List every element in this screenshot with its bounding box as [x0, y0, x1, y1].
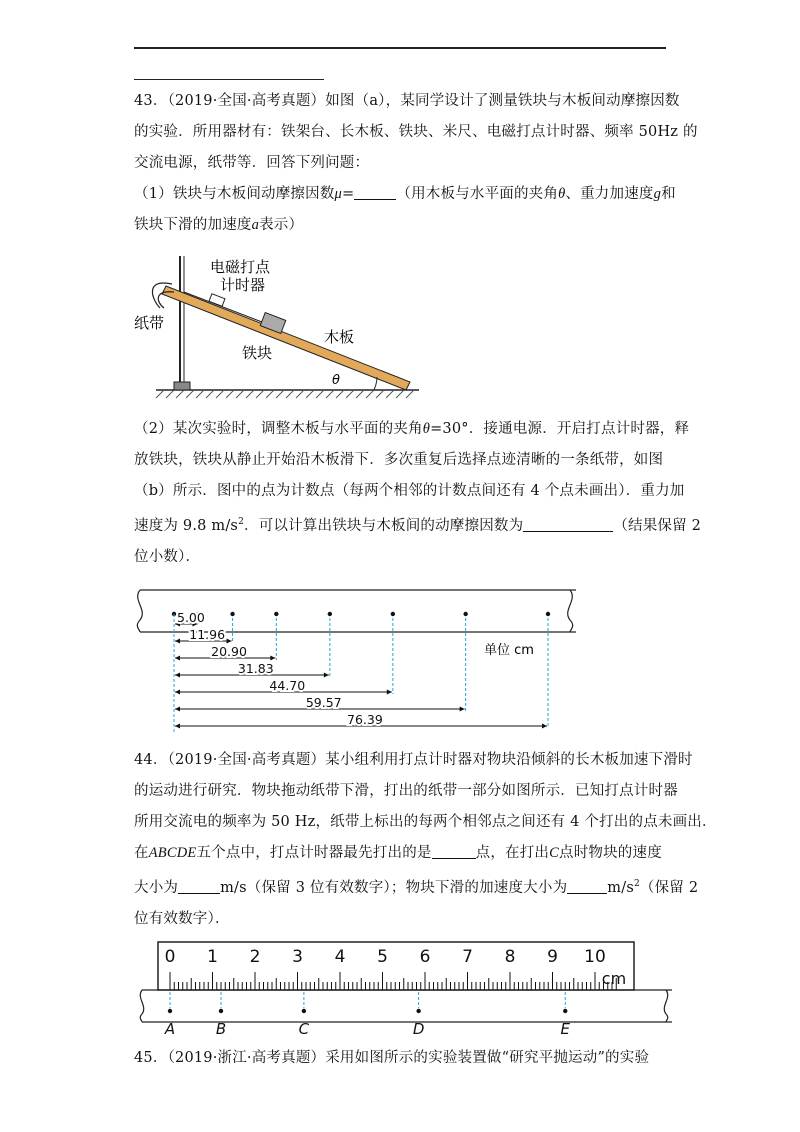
distance-label: 44.70 — [269, 678, 306, 693]
q44-number: 44． — [134, 752, 168, 768]
point-label: E — [560, 1020, 570, 1038]
q43-part2-text: （b）所示．图中的点为计数点（每两个相邻的计数点间还有 4 个点未画出）．重力加 — [134, 483, 685, 499]
q43-part2-text: （2）某次实验时，调整木板与水平面的夹角 — [134, 421, 423, 437]
theta-symbol: θ — [422, 421, 431, 437]
ruler-number: 2 — [249, 947, 261, 967]
distance-label: 76.39 — [347, 712, 383, 727]
tape-dot — [391, 612, 395, 616]
q43-part2-text: ．可以计算出铁块与木板间的动摩擦因数为 — [244, 517, 524, 534]
arrow-head — [387, 690, 392, 695]
ruler-number: 10 — [584, 947, 606, 967]
label-timer: 电磁打点 — [210, 258, 271, 276]
q44-text: 的运动进行研究．物块拖动纸带下滑，打出的纸带一部分如图所示．已知打点计时器 — [134, 783, 678, 799]
point-label: D — [412, 1020, 425, 1038]
q44-source: （2019·全国·高考真题） — [167, 752, 326, 768]
q44-text: 所用交流电的频率为 50 Hz，纸带上标出的每两个相邻点之间还有 4 个打出的点未画出． — [134, 814, 717, 830]
label-board: 木板 — [324, 328, 355, 346]
q45-source: （2019·浙江·高考真题） — [167, 1050, 326, 1066]
mu-symbol: μ — [334, 186, 343, 202]
point-c: C — [549, 845, 559, 861]
point-label: B — [215, 1020, 227, 1038]
q44-text: m/s — [607, 879, 634, 896]
q44-text: m/s（保留 3 位有效数字）；物块下滑的加速度大小为 — [220, 879, 568, 896]
tape-dot — [328, 612, 332, 616]
distance-label: 20.90 — [211, 644, 247, 659]
label-iron-block: 铁块 — [242, 344, 273, 362]
q44-text: 大小为 — [134, 879, 179, 896]
question-43-part2 — [134, 414, 702, 573]
q43-part2-text: 放铁块，铁块从静止开始沿木板滑下．多次重复后选择点迹清晰的一条纸带，如图 — [134, 452, 664, 468]
arrow-head — [175, 673, 180, 678]
ruler-number: 3 — [292, 947, 303, 967]
answer-blank[interactable] — [354, 185, 396, 200]
q45-text: 采用如图所示的实验装置做“研究平抛运动”的实验 — [325, 1050, 650, 1066]
arrow-head — [175, 690, 180, 695]
arrow-head — [460, 707, 465, 712]
q43-part2-text: 位小数）． — [134, 548, 201, 565]
q44-text: （保留 2 — [639, 879, 699, 896]
unit-label: 单位 cm — [484, 643, 534, 658]
stand-base — [174, 382, 190, 390]
tape-point — [302, 1009, 306, 1013]
tape-point — [563, 1009, 567, 1013]
answer-blank[interactable] — [567, 879, 607, 894]
tape-dot — [463, 612, 467, 616]
tape-dot — [274, 612, 278, 616]
answer-blank[interactable] — [432, 844, 476, 859]
g-symbol: g — [653, 186, 662, 202]
header-rule — [134, 47, 666, 49]
equals-sign: = — [342, 186, 355, 202]
ruler-number: 8 — [504, 947, 516, 967]
q43-number: 43． — [134, 93, 168, 109]
label-theta: θ — [332, 373, 340, 388]
distance-label: 59.57 — [305, 695, 342, 710]
ruler-number: 0 — [164, 947, 176, 967]
tape-point — [168, 1009, 172, 1013]
distance-label: 11.96 — [189, 627, 226, 642]
points-abcde: ABCDE — [148, 845, 197, 861]
ruler-number: 5 — [377, 947, 388, 967]
q44-text: 点时物块的速度 — [559, 845, 662, 861]
ruler-number: 6 — [419, 947, 431, 967]
arrow-head — [175, 707, 180, 712]
figure-b-paper-tape — [130, 588, 580, 734]
distance-label: 5.00 — [177, 610, 205, 625]
question-45 — [134, 1043, 674, 1074]
answer-blank[interactable] — [178, 879, 220, 894]
question-44 — [134, 745, 717, 935]
angle-arc — [374, 377, 377, 390]
ground-hatch — [156, 390, 414, 398]
wooden-board — [162, 286, 410, 390]
q43-text: 的实验．所用器材有：铁架台、长木板、铁块、米尺、电磁打点计时器、频率 50Hz 的 — [134, 124, 698, 140]
ruler-number: 9 — [547, 947, 558, 967]
answer-blank[interactable] — [523, 517, 613, 532]
tape-point — [416, 1009, 420, 1013]
q44-text: 某小组利用打点计时器对物块沿倾斜的长木板加速下滑时 — [325, 752, 693, 768]
q43-part2-text: =30°．接通电源．开启打点计时器，释 — [430, 421, 690, 437]
q43-part1-text: （用木板与水平面的夹角 — [396, 186, 559, 202]
label-paper-tape: 纸带 — [134, 314, 165, 332]
figure-a-apparatus — [134, 250, 424, 400]
q44-text: 在 — [134, 845, 149, 861]
q43-part2-text: （结果保留 2 — [613, 517, 702, 534]
q43-part1-text: 和 — [661, 186, 676, 202]
ruler-unit: cm — [601, 969, 627, 988]
q43-part1-text: 表示） — [259, 217, 304, 233]
distance-label: 31.83 — [237, 661, 274, 676]
q43-part1-text: 、重力加速度 — [565, 186, 654, 202]
question-43 — [134, 86, 698, 241]
arrow-head — [270, 656, 275, 661]
q44-text: 位有效数字）． — [134, 910, 230, 927]
label-timer: 计时器 — [220, 276, 266, 294]
arrow-head — [324, 673, 329, 678]
q44-text: 点，在打出 — [475, 845, 550, 861]
q43-part1-text: （1）铁块与木板间动摩擦因数 — [134, 186, 335, 202]
tape-dot — [230, 612, 234, 616]
superscript: 2 — [238, 517, 244, 527]
arrow-head — [175, 639, 180, 644]
header-short-rule — [134, 79, 324, 80]
q44-text: 五个点中，打点计时器最先打出的是 — [196, 845, 432, 861]
tape-point — [219, 1009, 223, 1013]
q45-number: 45． — [134, 1050, 168, 1066]
q43-part1-text: 铁块下滑的加速度 — [134, 217, 252, 233]
ruler-number: 1 — [207, 947, 218, 967]
arrow-head — [542, 724, 547, 729]
q43-source: （2019·全国·高考真题） — [167, 93, 326, 109]
arrow-head — [227, 639, 232, 644]
arrow-head — [175, 724, 180, 729]
q43-part2-text: 速度为 9.8 m/s — [134, 517, 239, 534]
tape-dot — [546, 612, 550, 616]
point-label: A — [164, 1020, 176, 1038]
superscript: 2 — [633, 879, 640, 889]
point-label: C — [298, 1020, 310, 1038]
ruler-number: 4 — [334, 947, 346, 967]
arrow-head — [175, 656, 180, 661]
q43-text: 如图（a），某同学设计了测量铁块与木板间动摩擦因数 — [325, 93, 680, 109]
q43-text: 交流电源，纸带等．回答下列问题： — [134, 155, 370, 171]
theta-symbol: θ — [558, 186, 566, 202]
ruler-number: 7 — [462, 947, 473, 967]
figure-ruler-tape — [138, 940, 676, 1038]
a-symbol: a — [251, 217, 260, 233]
